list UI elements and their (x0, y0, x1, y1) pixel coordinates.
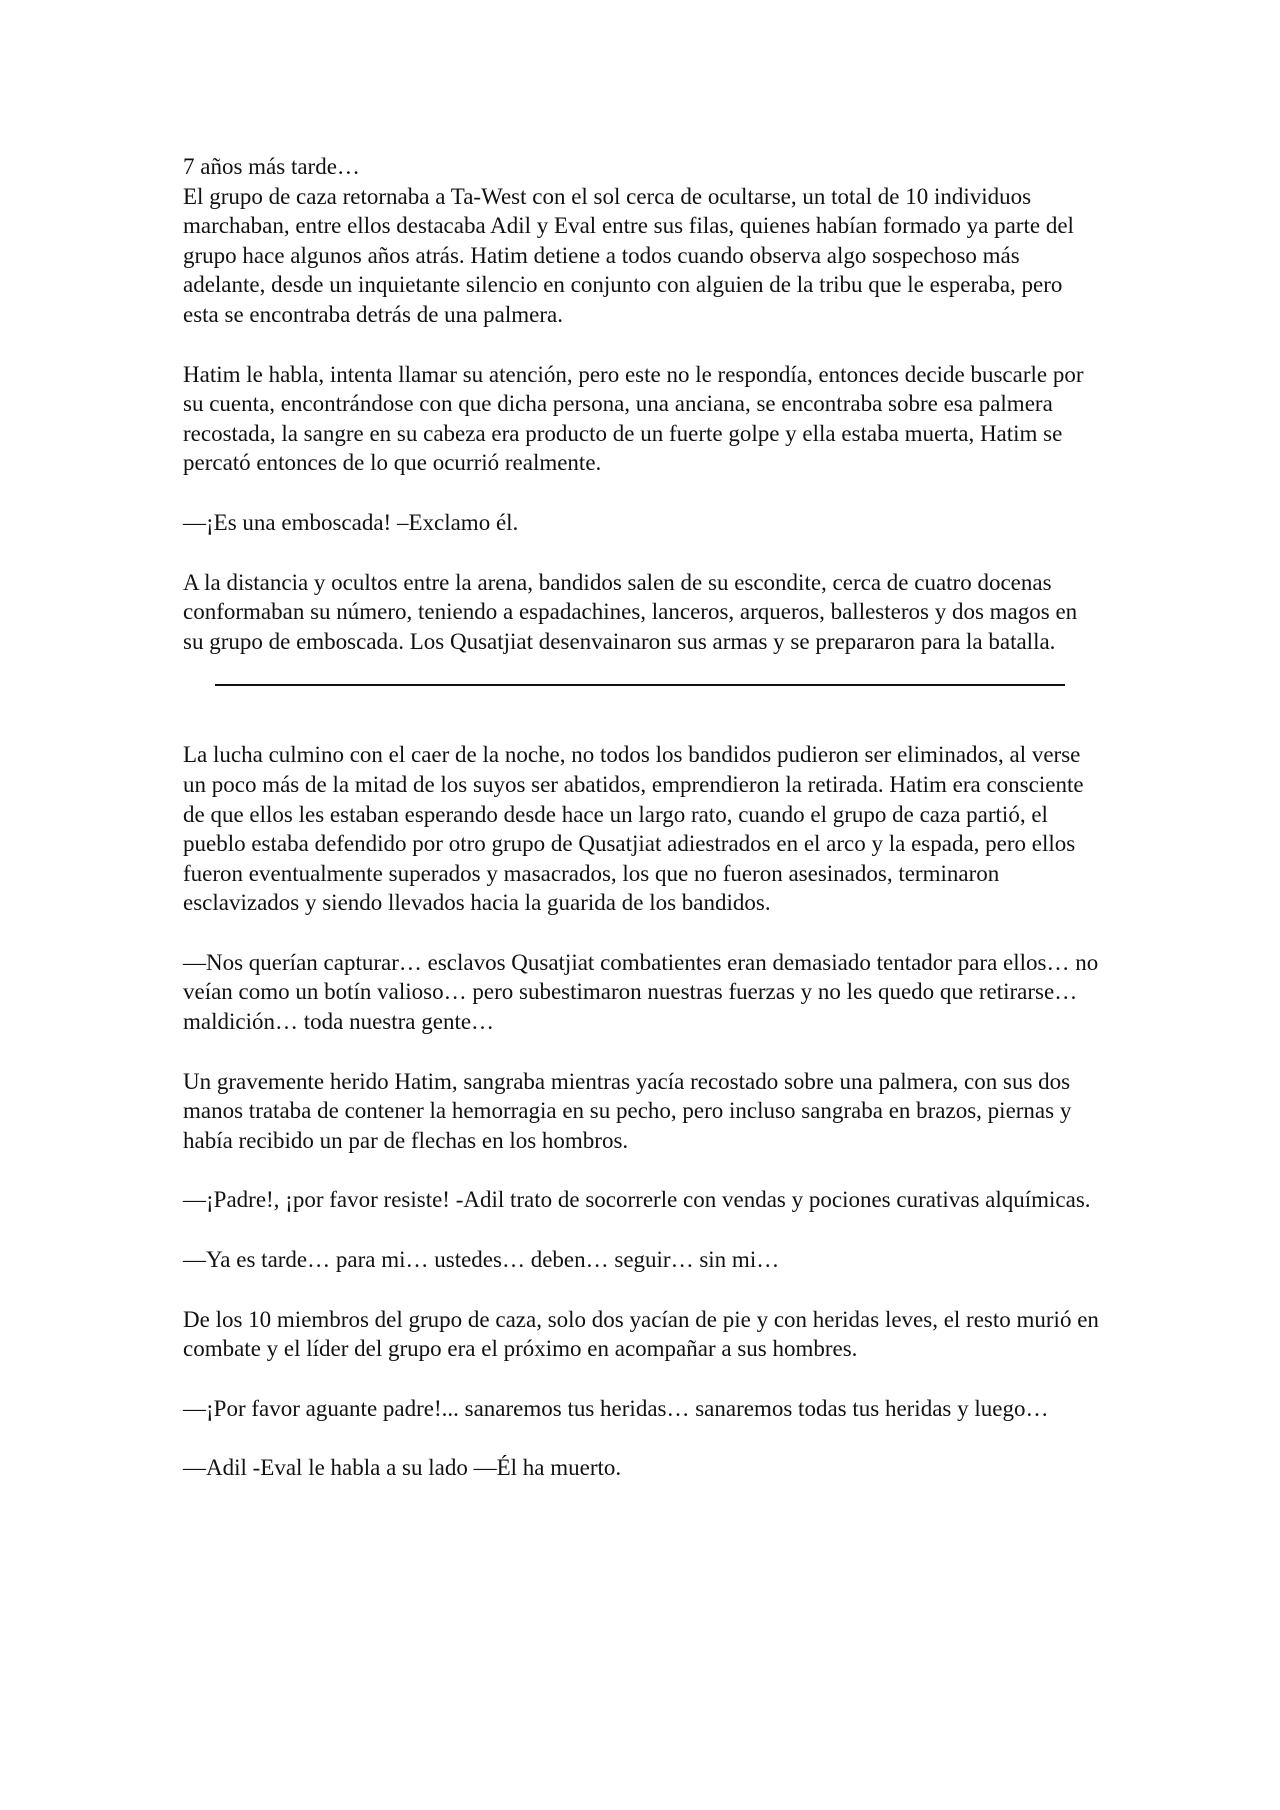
dialogue-line: —¡Por favor aguante padre!... sanaremos tus heridas… sanaremos todas tus heridas y luego… (183, 1395, 1049, 1421)
paragraph: La lucha culmino con el caer de la noche, no todos los bandidos pudieron ser eliminados, al verse un poco más de la mitad de los suyos ser abatidos, emprendieron la retirada. Hatim era consciente de que ellos les estaban esperando desde hace un largo rato, cuando el grupo de caza partió, el pueblo estaba defendido por otro grupo de Qusatjiat adiestrados en el arco y la espada, pero ellos fueron eventualmente superados y masacrados, los que no fueron asesinados, terminaron esclavizados y siendo llevados hacia la guarida de los bandidos. (183, 742, 1084, 916)
chapter-heading: 7 años más tarde… (183, 154, 360, 179)
paragraph: Un gravemente herido Hatim, sangraba mientras yacía recostado sobre una palmera, con sus dos manos trataba de contener la hemorragia en su pecho, pero incluso sangraba en brazos, piernas y había recibido un par de flechas en los hombros. (183, 1068, 1072, 1153)
paragraph: A la distancia y ocultos entre la arena, bandidos salen de su escondite, cerca de cuatro docenas conformaban su número, teniendo a espadachines, lanceros, arqueros, ballesteros y dos magos en su grupo de emboscada. Los Qusatjiat desenvainaron sus armas y se prepararon para la batalla. (183, 569, 1078, 654)
dialogue-line: —Nos querían capturar… esclavos Qusatjiat combatientes eran demasiado tentador para ellos… no veían como un botín valioso… pero subestimaron nuestras fuerzas y no les quedo que retirarse… maldición… toda nuestra gente… (183, 949, 1099, 1035)
dialogue-line: —Adil -Eval le habla a su lado —Él ha muerto. (183, 1455, 622, 1481)
dialogue-line: —¡Padre!, ¡por favor resiste! -Adil trato de socorrerle con vendas y pociones curativas alquímicas. (183, 1187, 1091, 1213)
paragraph: De los 10 miembros del grupo de caza, solo dos yacían de pie y con heridas leves, el resto murió en combate y el líder del grupo era el próximo en acompañar a sus hombres. (183, 1306, 1099, 1362)
paragraph: El grupo de caza retornaba a Ta-West con el sol cerca de ocultarse, un total de 10 individuos marchaban, entre ellos destacaba Adil y Eval entre sus filas, quienes habían formado ya parte del grupo hace algunos años atrás. Hatim detiene a todos cuando observa algo sospechoso más adelante, desde un inquietante silencio en conjunto con alguien de la tribu que le esperaba, pero esta se encontraba detrás de una palmera. (183, 183, 1074, 327)
document-page (183, 152, 1103, 1483)
paragraph: Hatim le habla, intenta llamar su atención, pero este no le respondía, entonces decide buscarle por su cuenta, encontrándose con que dicha persona, una anciana, se encontraba sobre esa palmera recostada, la sangre en su cabeza era producto de un fuerte golpe y ella estaba muerta, Hatim se percató entonces de lo que ocurrió realmente. (183, 361, 1084, 476)
dialogue-line: —¡Es una emboscada! –Exclamo él. (183, 509, 519, 535)
dialogue-line: —Ya es tarde… para mi… ustedes… deben… seguir… sin mi… (183, 1247, 780, 1273)
